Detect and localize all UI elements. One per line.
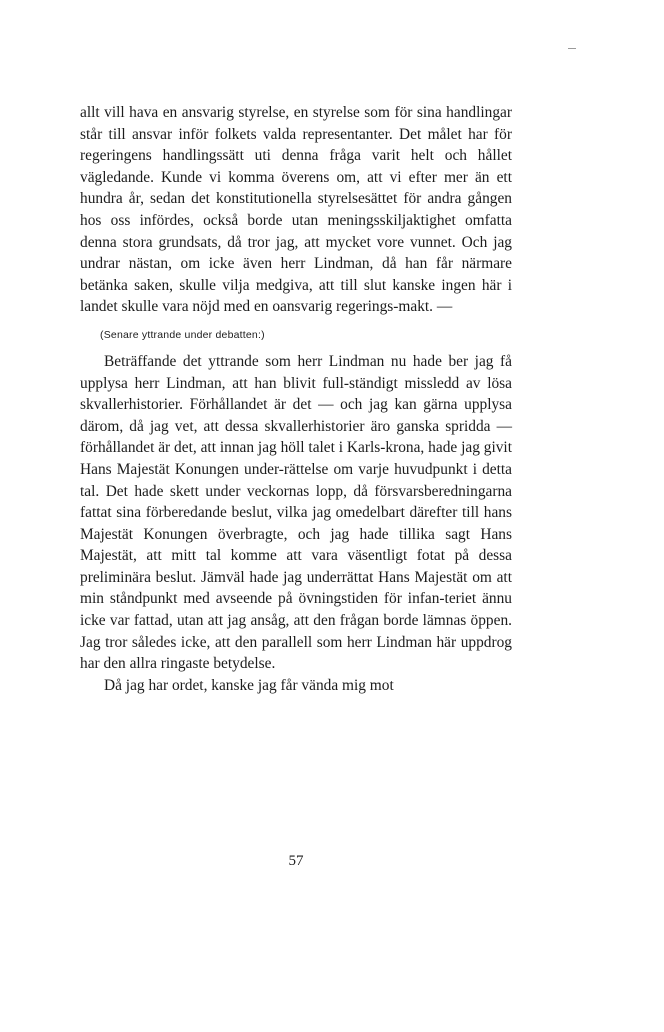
section-subheading: (Senare yttrande under debatten:) — [100, 328, 265, 341]
page-number: 57 — [288, 853, 304, 869]
paragraph-continued: allt vill hava en ansvarig styrelse, en styrelse som för sina handlingar står till ansvar inför folkets valda representanter. Det målet har för regeringens handlingssätt uti denna fråga varit helt och hållet vägledande. Kunde vi komma överens om, att vi efter mer än ett hundra år, sedan det konstitutionella styrelsesättet för andra gången hos oss infördes, också borde utan meningsskiljaktighet omfatta denna stora grundsats, då tror jag, att mycket vore vunnet. Och jag undrar nästan, om icke även herr Lindman, då han får närmare betänka saken, skulle vilja medgiva, att till slut kanske ingen här i landet skulle vara nöjd med en oansvarig regerings-makt. — — [80, 104, 512, 316]
paragraph-reply: Beträffande det yttrande som herr Lindman nu hade ber jag få upplysa herr Lindman, att han blivit full-ständigt missledd av lösa skvallerhistorier. Förhållandet är det — och jag kan gärna upplysa därom, då jag vet, att dessa skvallerhistorier äro ganska spridda — förhållandet är det, att innan jag höll talet i Karls-krona, hade jag givit Hans Majestät Konungen under-rättelse om varje huvudpunkt i detta tal. Det hade skett under veckornas lopp, då försvarsberedningarna fattat sina förberedande beslut, vilka jag omedelbart därefter till hans Majestät Konungen överbragte, och jag hade tillika sagt Hans Majestät, att mitt tal komme att vara väsentligt fotat på dessa preliminära beslut. Jämväl hade jag underrättat Hans Majestät om att min ståndpunkt med avseende på övningstiden för infan-teriet ännu icke var fattad, utan att jag ansåg, att den frågan borde lämnas öppen. Jag tror således icke, att den parallell som herr Lindman här uppdrog har den allra ringaste betydelse. — [80, 352, 512, 673]
body-text — [80, 102, 512, 696]
scan-mark — [568, 48, 576, 49]
paragraph-final: Då jag har ordet, kanske jag får vända mig mot — [104, 676, 394, 694]
